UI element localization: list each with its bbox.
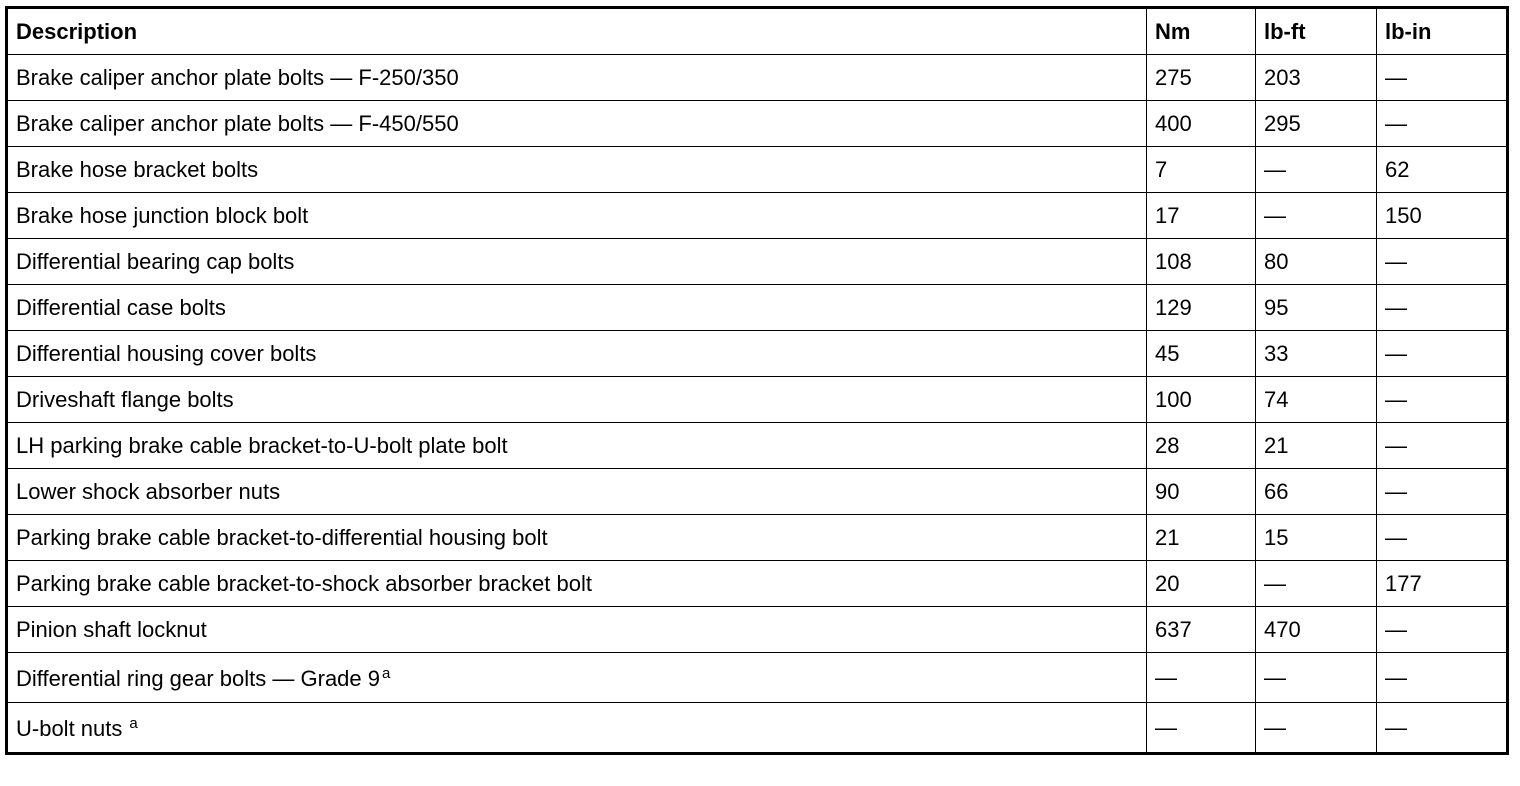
cell-nm: 20 [1147,561,1256,607]
table-row [7,285,1508,331]
cell-description: Differential housing cover bolts [7,331,1147,377]
cell-lbft: 203 [1256,55,1377,101]
cell-description: Brake caliper anchor plate bolts — F-450/550 [7,101,1147,147]
cell-nm: 129 [1147,285,1256,331]
footnote-marker: a [382,664,391,682]
cell-lbft: 15 [1256,515,1377,561]
description-text: U-bolt nuts [16,715,123,741]
cell-lbin: — [1377,653,1508,703]
cell-description [7,703,1147,754]
table-row [7,607,1508,653]
cell-lbft: — [1256,561,1377,607]
cell-nm: 17 [1147,193,1256,239]
table-row [7,515,1508,561]
torque-specifications-table [5,6,1509,755]
column-header-lbin: lb-in [1377,8,1508,55]
column-header-description: Description [7,8,1147,55]
cell-lbin: — [1377,423,1508,469]
cell-lbft: — [1256,147,1377,193]
table-row [7,423,1508,469]
column-header-nm: Nm [1147,8,1256,55]
cell-nm: 7 [1147,147,1256,193]
table-row [7,561,1508,607]
cell-lbin: 177 [1377,561,1508,607]
table-row [7,193,1508,239]
cell-lbin: — [1377,55,1508,101]
cell-description: Brake hose junction block bolt [7,193,1147,239]
cell-nm: 90 [1147,469,1256,515]
table-row [7,101,1508,147]
cell-lbin: — [1377,101,1508,147]
cell-lbft: 21 [1256,423,1377,469]
footnote-marker: a [129,714,138,732]
table-row [7,239,1508,285]
cell-nm: 108 [1147,239,1256,285]
cell-lbin: — [1377,285,1508,331]
cell-lbin: — [1377,469,1508,515]
cell-lbin: — [1377,239,1508,285]
cell-description: Parking brake cable bracket-to-differential housing bolt [7,515,1147,561]
cell-description: Brake hose bracket bolts [7,147,1147,193]
cell-nm: 275 [1147,55,1256,101]
cell-nm: — [1147,653,1256,703]
cell-nm: 28 [1147,423,1256,469]
table-row [7,469,1508,515]
table-header-row [7,8,1508,55]
table-row [7,703,1508,754]
cell-nm: 21 [1147,515,1256,561]
cell-lbin: — [1377,331,1508,377]
table-row [7,55,1508,101]
column-header-lbft: lb-ft [1256,8,1377,55]
cell-description: Pinion shaft locknut [7,607,1147,653]
cell-nm: — [1147,703,1256,754]
cell-lbft: 80 [1256,239,1377,285]
description-text: Differential ring gear bolts — Grade 9 [16,665,380,691]
cell-lbin: — [1377,377,1508,423]
cell-lbin: — [1377,703,1508,754]
cell-lbft: 74 [1256,377,1377,423]
cell-description: Differential case bolts [7,285,1147,331]
cell-description: Driveshaft flange bolts [7,377,1147,423]
cell-lbft: — [1256,703,1377,754]
cell-description: Lower shock absorber nuts [7,469,1147,515]
cell-nm: 100 [1147,377,1256,423]
cell-lbft: 95 [1256,285,1377,331]
cell-lbin: — [1377,515,1508,561]
cell-description: Differential bearing cap bolts [7,239,1147,285]
table-row [7,331,1508,377]
cell-lbft: 33 [1256,331,1377,377]
cell-nm: 637 [1147,607,1256,653]
cell-lbft: — [1256,653,1377,703]
cell-lbft: 470 [1256,607,1377,653]
cell-nm: 45 [1147,331,1256,377]
table-row [7,147,1508,193]
cell-lbft: — [1256,193,1377,239]
cell-lbin: — [1377,607,1508,653]
cell-description: LH parking brake cable bracket-to-U-bolt plate bolt [7,423,1147,469]
cell-nm: 400 [1147,101,1256,147]
table-row [7,377,1508,423]
cell-lbin: 150 [1377,193,1508,239]
cell-lbft: 295 [1256,101,1377,147]
table-row [7,653,1508,703]
cell-description [7,653,1147,703]
cell-lbin: 62 [1377,147,1508,193]
cell-description: Parking brake cable bracket-to-shock absorber bracket bolt [7,561,1147,607]
cell-description: Brake caliper anchor plate bolts — F-250/350 [7,55,1147,101]
cell-lbft: 66 [1256,469,1377,515]
